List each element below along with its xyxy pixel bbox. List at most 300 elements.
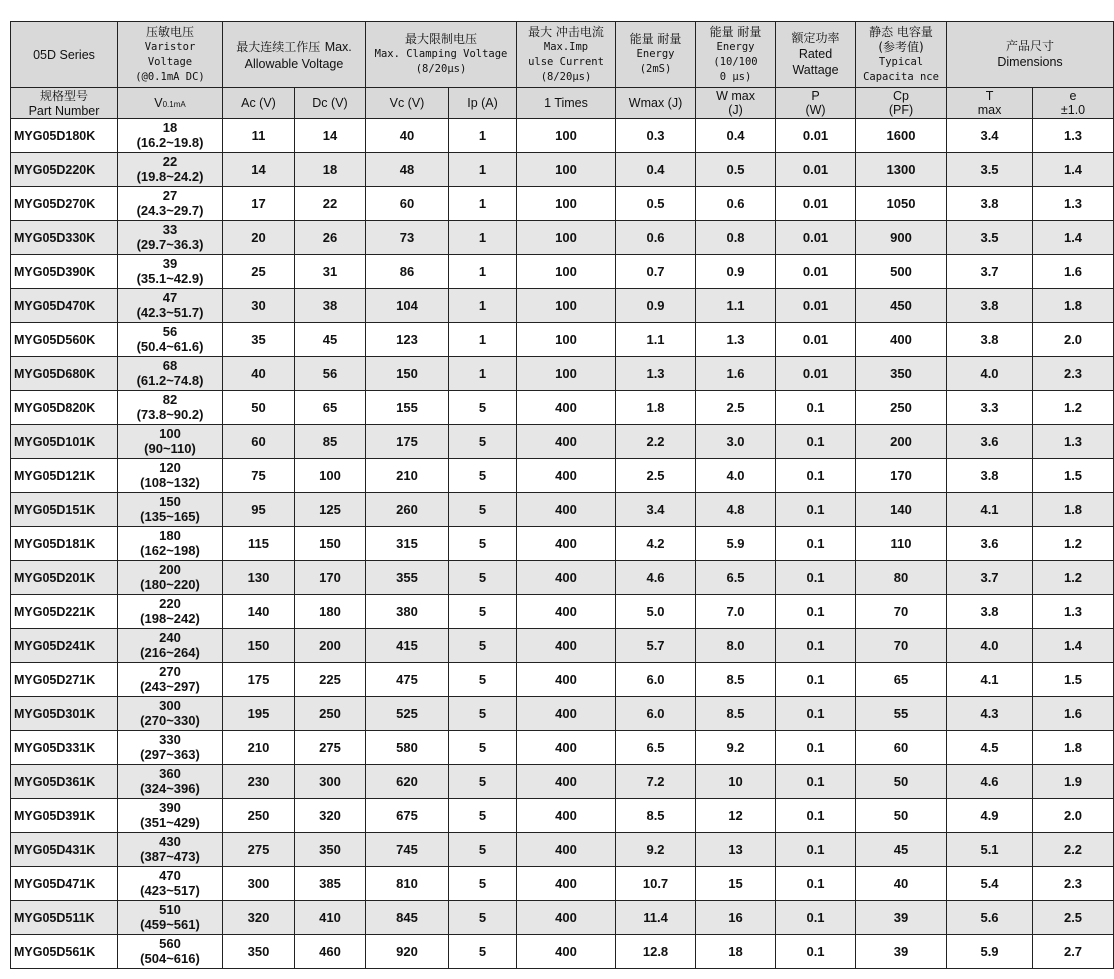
times-cell: 100: [517, 323, 616, 357]
ip-cell: 5: [449, 425, 517, 459]
ip-cell: 5: [449, 799, 517, 833]
part-number-cell: MYG05D511K: [11, 901, 118, 935]
voltage-nominal: 180: [159, 528, 181, 543]
vc-cell: 745: [366, 833, 449, 867]
wmax-cell: 0.7: [616, 255, 696, 289]
wmax-cell: 11.4: [616, 901, 696, 935]
w10-cell: 4.0: [696, 459, 776, 493]
part-number-cell: MYG05D121K: [11, 459, 118, 493]
voltage-range: (61.2~74.8): [136, 373, 204, 388]
e-cell: 1.8: [1033, 493, 1114, 527]
cp-cell: 55: [856, 697, 947, 731]
times-header: 1 Times: [517, 88, 616, 119]
cp-cell: 900: [856, 221, 947, 255]
ip-cell: 5: [449, 867, 517, 901]
p-cell: 0.1: [776, 425, 856, 459]
varistor-voltage-cell: [118, 935, 223, 969]
times-cell: 100: [517, 119, 616, 153]
t-cell: 3.8: [947, 323, 1033, 357]
table-row: [11, 221, 1114, 255]
times-cell: 400: [517, 459, 616, 493]
dc-cell: 320: [295, 799, 366, 833]
ac-cell: 210: [223, 731, 295, 765]
wmax-cell: 0.4: [616, 153, 696, 187]
p-cell: 0.1: [776, 527, 856, 561]
voltage-nominal: 82: [162, 392, 178, 407]
varistor-voltage-cell: [118, 697, 223, 731]
ac-cell: 60: [223, 425, 295, 459]
wmax-cell: 9.2: [616, 833, 696, 867]
varistor-voltage-cell: [118, 357, 223, 391]
t-cell: 3.6: [947, 425, 1033, 459]
wmax-cell: 6.5: [616, 731, 696, 765]
part-number-cell: MYG05D680K: [11, 357, 118, 391]
p-cell: 0.1: [776, 765, 856, 799]
cp-cell: 140: [856, 493, 947, 527]
vc-cell: 355: [366, 561, 449, 595]
part-number-cell: MYG05D330K: [11, 221, 118, 255]
part-number-cell: MYG05D361K: [11, 765, 118, 799]
voltage-nominal: 56: [162, 324, 178, 339]
ac-cell: 35: [223, 323, 295, 357]
vc-cell: 415: [366, 629, 449, 663]
part-number-cell: MYG05D101K: [11, 425, 118, 459]
table-row: [11, 833, 1114, 867]
e-cell: 1.2: [1033, 527, 1114, 561]
wmax-cell: 7.2: [616, 765, 696, 799]
vc-cell: 150: [366, 357, 449, 391]
ip-cell: 5: [449, 459, 517, 493]
w10-cell: 0.5: [696, 153, 776, 187]
p-cell: 0.01: [776, 255, 856, 289]
rated-wattage-header: 额定功率 Rated Wattage: [776, 22, 856, 88]
e-cell: 2.3: [1033, 357, 1114, 391]
table-row: [11, 561, 1114, 595]
varistor-voltage-cell: [118, 527, 223, 561]
ac-cell: 130: [223, 561, 295, 595]
dimensions-header: 产品尺寸 Dimensions: [947, 22, 1114, 88]
t-cell: 4.3: [947, 697, 1033, 731]
ip-header: Ip (A): [449, 88, 517, 119]
voltage-nominal: 300: [159, 698, 181, 713]
varistor-voltage-cell: [118, 255, 223, 289]
p-cell: 0.1: [776, 697, 856, 731]
times-cell: 100: [517, 187, 616, 221]
voltage-nominal: 560: [159, 936, 181, 951]
p-cell: 0.01: [776, 323, 856, 357]
wmax-header: Wmax (J): [616, 88, 696, 119]
times-cell: 400: [517, 391, 616, 425]
t-cell: 4.0: [947, 357, 1033, 391]
wmax-cell: 4.2: [616, 527, 696, 561]
ac-cell: 50: [223, 391, 295, 425]
table-row: [11, 493, 1114, 527]
t-cell: 4.6: [947, 765, 1033, 799]
voltage-range: (135~165): [140, 509, 200, 524]
varistor-voltage-cell: [118, 561, 223, 595]
voltage-nominal: 27: [162, 188, 178, 203]
voltage-nominal: 330: [159, 732, 181, 747]
dc-cell: 18: [295, 153, 366, 187]
table-row: [11, 799, 1114, 833]
wmax-cell: 3.4: [616, 493, 696, 527]
p-cell: 0.01: [776, 357, 856, 391]
e-cell: 2.0: [1033, 323, 1114, 357]
ac-cell: 275: [223, 833, 295, 867]
varistor-voltage-cell: [118, 595, 223, 629]
voltage-nominal: 430: [159, 834, 181, 849]
ac-cell: 320: [223, 901, 295, 935]
w10-cell: 6.5: [696, 561, 776, 595]
e-cell: 1.4: [1033, 629, 1114, 663]
t-cell: 5.1: [947, 833, 1033, 867]
e-cell: 2.7: [1033, 935, 1114, 969]
ac-cell: 350: [223, 935, 295, 969]
ip-cell: 5: [449, 765, 517, 799]
ip-cell: 5: [449, 629, 517, 663]
voltage-range: (24.3~29.7): [136, 203, 204, 218]
cp-cell: 60: [856, 731, 947, 765]
table-row: [11, 323, 1114, 357]
t-cell: 5.6: [947, 901, 1033, 935]
voltage-range: (180~220): [140, 577, 200, 592]
ac-header: Ac (V): [223, 88, 295, 119]
voltage-nominal: 360: [159, 766, 181, 781]
dc-cell: 45: [295, 323, 366, 357]
ip-cell: 5: [449, 561, 517, 595]
dc-cell: 26: [295, 221, 366, 255]
t-cell: 3.8: [947, 459, 1033, 493]
part-number-cell: MYG05D220K: [11, 153, 118, 187]
t-cell: 5.4: [947, 867, 1033, 901]
energy-10-1000-header: 能量 耐量 Energy (10/100 0 μs): [696, 22, 776, 88]
p-cell: 0.01: [776, 153, 856, 187]
times-cell: 100: [517, 357, 616, 391]
e-cell: 1.2: [1033, 391, 1114, 425]
p-cell: 0.1: [776, 459, 856, 493]
w10-cell: 13: [696, 833, 776, 867]
vc-cell: 525: [366, 697, 449, 731]
w10-cell: 9.2: [696, 731, 776, 765]
ip-cell: 5: [449, 935, 517, 969]
voltage-nominal: 100: [159, 426, 181, 441]
table-row: [11, 901, 1114, 935]
wmax-cell: 5.7: [616, 629, 696, 663]
t-cell: 3.8: [947, 595, 1033, 629]
w10-cell: 15: [696, 867, 776, 901]
table-row: [11, 391, 1114, 425]
ac-cell: 175: [223, 663, 295, 697]
ac-cell: 150: [223, 629, 295, 663]
ip-cell: 1: [449, 153, 517, 187]
dc-cell: 410: [295, 901, 366, 935]
ip-cell: 1: [449, 357, 517, 391]
voltage-nominal: 18: [162, 120, 178, 135]
voltage-range: (459~561): [140, 917, 200, 932]
w10-cell: 2.5: [696, 391, 776, 425]
ac-cell: 40: [223, 357, 295, 391]
e-header: e ±1.0: [1033, 88, 1114, 119]
dc-cell: 56: [295, 357, 366, 391]
p-cell: 0.1: [776, 731, 856, 765]
voltage-range: (216~264): [140, 645, 200, 660]
times-cell: 400: [517, 833, 616, 867]
voltage-range: (423~517): [140, 883, 200, 898]
cp-cell: 110: [856, 527, 947, 561]
w10-cell: 18: [696, 935, 776, 969]
dc-cell: 300: [295, 765, 366, 799]
voltage-range: (73.8~90.2): [136, 407, 204, 422]
t-cell: 4.5: [947, 731, 1033, 765]
t-cell: 3.8: [947, 289, 1033, 323]
voltage-range: (42.3~51.7): [136, 305, 204, 320]
wmax-cell: 0.6: [616, 221, 696, 255]
ip-cell: 1: [449, 221, 517, 255]
vc-cell: 920: [366, 935, 449, 969]
times-cell: 100: [517, 153, 616, 187]
dc-cell: 385: [295, 867, 366, 901]
part-number-cell: MYG05D241K: [11, 629, 118, 663]
voltage-nominal: 510: [159, 902, 181, 917]
dc-header: Dc (V): [295, 88, 366, 119]
cp-cell: 45: [856, 833, 947, 867]
part-number-cell: MYG05D151K: [11, 493, 118, 527]
wmax-cell: 6.0: [616, 697, 696, 731]
v01ma-header: V0.1mA: [118, 88, 223, 119]
e-cell: 1.3: [1033, 425, 1114, 459]
times-cell: 400: [517, 697, 616, 731]
dc-cell: 180: [295, 595, 366, 629]
times-cell: 400: [517, 493, 616, 527]
voltage-range: (90~110): [144, 441, 196, 456]
varistor-voltage-cell: [118, 153, 223, 187]
e-cell: 1.6: [1033, 255, 1114, 289]
w10-cell: 4.8: [696, 493, 776, 527]
ip-cell: 1: [449, 255, 517, 289]
voltage-range: (387~473): [140, 849, 200, 864]
part-number-cell: MYG05D820K: [11, 391, 118, 425]
times-cell: 400: [517, 765, 616, 799]
wmax-cell: 8.5: [616, 799, 696, 833]
vc-cell: 86: [366, 255, 449, 289]
part-number-cell: MYG05D180K: [11, 119, 118, 153]
t-cell: 4.9: [947, 799, 1033, 833]
cp-cell: 39: [856, 935, 947, 969]
dc-cell: 65: [295, 391, 366, 425]
dc-cell: 350: [295, 833, 366, 867]
part-number-cell: MYG05D271K: [11, 663, 118, 697]
times-cell: 400: [517, 663, 616, 697]
vc-cell: 40: [366, 119, 449, 153]
voltage-nominal: 240: [159, 630, 181, 645]
dc-cell: 100: [295, 459, 366, 493]
vc-cell: 475: [366, 663, 449, 697]
w10-cell: 12: [696, 799, 776, 833]
voltage-nominal: 39: [162, 256, 178, 271]
e-cell: 1.8: [1033, 731, 1114, 765]
voltage-nominal: 470: [159, 868, 181, 883]
times-cell: 400: [517, 527, 616, 561]
cp-cell: 400: [856, 323, 947, 357]
varistor-voltage-cell: [118, 833, 223, 867]
varistor-voltage-cell: [118, 391, 223, 425]
p-cell: 0.1: [776, 799, 856, 833]
times-cell: 400: [517, 561, 616, 595]
ac-cell: 300: [223, 867, 295, 901]
p-cell: 0.1: [776, 867, 856, 901]
part-number-cell: MYG05D561K: [11, 935, 118, 969]
wmax-cell: 10.7: [616, 867, 696, 901]
voltage-range: (297~363): [140, 747, 200, 762]
vc-cell: 60: [366, 187, 449, 221]
dc-cell: 170: [295, 561, 366, 595]
times-cell: 400: [517, 425, 616, 459]
ip-cell: 5: [449, 731, 517, 765]
ac-cell: 75: [223, 459, 295, 493]
cp-cell: 1300: [856, 153, 947, 187]
dc-cell: 14: [295, 119, 366, 153]
cp-header: Cp (PF): [856, 88, 947, 119]
part-number-cell: MYG05D270K: [11, 187, 118, 221]
table-row: [11, 935, 1114, 969]
w10-cell: 0.8: [696, 221, 776, 255]
e-cell: 1.4: [1033, 153, 1114, 187]
wmax-cell: 2.5: [616, 459, 696, 493]
varistor-voltage-cell: [118, 901, 223, 935]
capacitance-header: 静态 电容量 (参考值) Typical Capacita nce: [856, 22, 947, 88]
vc-cell: 580: [366, 731, 449, 765]
t-cell: 3.4: [947, 119, 1033, 153]
varistor-voltage-cell: [118, 663, 223, 697]
voltage-range: (35.1~42.9): [136, 271, 204, 286]
times-cell: 400: [517, 935, 616, 969]
w10-cell: 1.3: [696, 323, 776, 357]
e-cell: 2.3: [1033, 867, 1114, 901]
voltage-nominal: 270: [159, 664, 181, 679]
dc-cell: 22: [295, 187, 366, 221]
cp-cell: 450: [856, 289, 947, 323]
ac-cell: 20: [223, 221, 295, 255]
e-cell: 1.5: [1033, 459, 1114, 493]
w10-cell: 10: [696, 765, 776, 799]
vc-header: Vc (V): [366, 88, 449, 119]
ip-cell: 1: [449, 187, 517, 221]
vc-cell: 675: [366, 799, 449, 833]
varistor-voltage-cell: [118, 187, 223, 221]
ac-cell: 11: [223, 119, 295, 153]
voltage-range: (351~429): [140, 815, 200, 830]
ip-cell: 5: [449, 901, 517, 935]
table-row: [11, 425, 1114, 459]
p-cell: 0.1: [776, 561, 856, 595]
part-number-cell: MYG05D560K: [11, 323, 118, 357]
varistor-voltage-cell: [118, 765, 223, 799]
t-header: T max: [947, 88, 1033, 119]
t-cell: 5.9: [947, 935, 1033, 969]
vc-cell: 155: [366, 391, 449, 425]
cp-cell: 70: [856, 595, 947, 629]
voltage-range: (504~616): [140, 951, 200, 966]
cp-cell: 1050: [856, 187, 947, 221]
dc-cell: 225: [295, 663, 366, 697]
cp-cell: 70: [856, 629, 947, 663]
vc-cell: 810: [366, 867, 449, 901]
ip-cell: 1: [449, 119, 517, 153]
t-cell: 4.0: [947, 629, 1033, 663]
dc-cell: 85: [295, 425, 366, 459]
vc-cell: 104: [366, 289, 449, 323]
table-row: [11, 731, 1114, 765]
vc-cell: 380: [366, 595, 449, 629]
w10-cell: 0.4: [696, 119, 776, 153]
e-cell: 2.5: [1033, 901, 1114, 935]
varistor-voltage-cell: [118, 323, 223, 357]
p-cell: 0.1: [776, 663, 856, 697]
voltage-range: (324~396): [140, 781, 200, 796]
table-body: [11, 119, 1114, 969]
ac-cell: 30: [223, 289, 295, 323]
voltage-range: (29.7~36.3): [136, 237, 204, 252]
table-row: [11, 527, 1114, 561]
w10-cell: 3.0: [696, 425, 776, 459]
wmax-cell: 1.8: [616, 391, 696, 425]
voltage-range: (50.4~61.6): [136, 339, 204, 354]
w10-cell: 1.6: [696, 357, 776, 391]
e-cell: 1.3: [1033, 119, 1114, 153]
voltage-nominal: 120: [159, 460, 181, 475]
w10-cell: 0.9: [696, 255, 776, 289]
t-cell: 3.7: [947, 561, 1033, 595]
w10-cell: 5.9: [696, 527, 776, 561]
t-cell: 3.5: [947, 221, 1033, 255]
w10-cell: 8.5: [696, 697, 776, 731]
ac-cell: 115: [223, 527, 295, 561]
times-cell: 400: [517, 731, 616, 765]
varistor-voltage-cell: [118, 867, 223, 901]
vc-cell: 620: [366, 765, 449, 799]
ip-cell: 1: [449, 323, 517, 357]
part-number-cell: MYG05D181K: [11, 527, 118, 561]
e-cell: 2.2: [1033, 833, 1114, 867]
table-row: [11, 153, 1114, 187]
dc-cell: 250: [295, 697, 366, 731]
wmax-cell: 0.9: [616, 289, 696, 323]
times-cell: 100: [517, 289, 616, 323]
varistor-voltage-cell: [118, 799, 223, 833]
ip-cell: 5: [449, 833, 517, 867]
p-cell: 0.01: [776, 221, 856, 255]
part-number-cell: MYG05D221K: [11, 595, 118, 629]
subheader-row: [11, 88, 1114, 119]
impulse-current-header: 最大 冲击电流 Max.Imp ulse Current (8/20μs): [517, 22, 616, 88]
times-cell: 100: [517, 255, 616, 289]
p-cell: 0.01: [776, 289, 856, 323]
w10-cell: 0.6: [696, 187, 776, 221]
voltage-range: (16.2~19.8): [136, 135, 204, 150]
e-cell: 1.2: [1033, 561, 1114, 595]
dc-cell: 200: [295, 629, 366, 663]
wmax-cell: 6.0: [616, 663, 696, 697]
ip-cell: 5: [449, 697, 517, 731]
dc-cell: 31: [295, 255, 366, 289]
cp-cell: 80: [856, 561, 947, 595]
vc-cell: 175: [366, 425, 449, 459]
table-row: [11, 255, 1114, 289]
table-row: [11, 289, 1114, 323]
cp-cell: 170: [856, 459, 947, 493]
e-cell: 1.5: [1033, 663, 1114, 697]
vc-cell: 123: [366, 323, 449, 357]
